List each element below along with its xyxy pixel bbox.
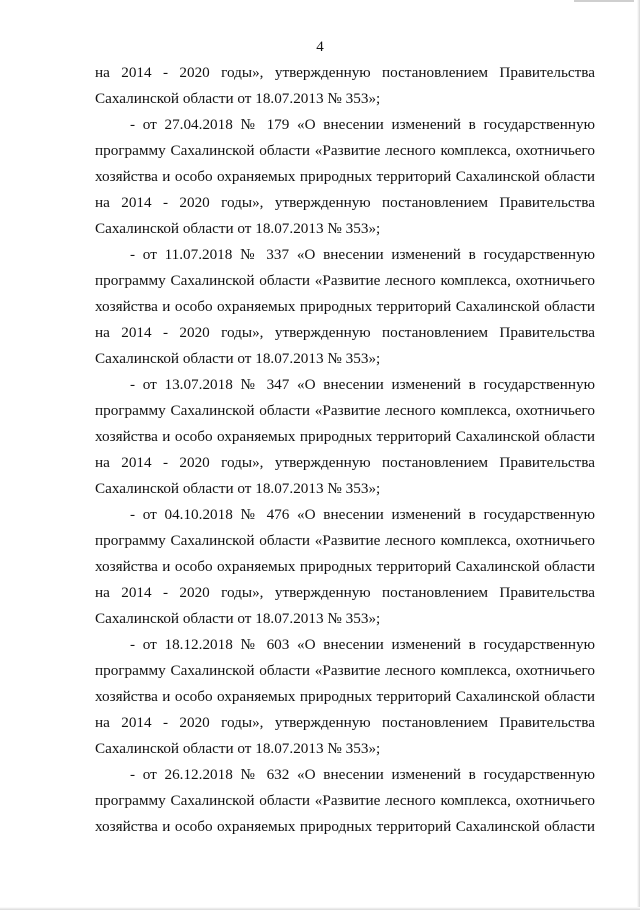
text-line: хозяйства и особо охраняемых природных территорий Сахалинской области [95, 428, 595, 445]
text-line: на 2014 - 2020 годы», утвержденную постановлением Правительства [95, 454, 595, 471]
text-line: программу Сахалинской области «Развитие лесного комплекса, охотничьего [95, 402, 595, 419]
text-line: программу Сахалинской области «Развитие лесного комплекса, охотничьего [95, 272, 595, 289]
list-item-decree [95, 112, 595, 242]
text-line: Сахалинской области от 18.07.2013 № 353»; [95, 220, 381, 237]
text-line: программу Сахалинской области «Развитие лесного комплекса, охотничьего [95, 142, 595, 159]
text-line: программу Сахалинской области «Развитие лесного комплекса, охотничьего [95, 792, 595, 809]
text-line: на 2014 - 2020 годы», утвержденную постановлением Правительства [95, 584, 595, 601]
list-item-decree [95, 372, 595, 502]
text-line: хозяйства и особо охраняемых природных территорий Сахалинской области [95, 558, 595, 575]
text-line: - от 04.10.2018 № 476 «О внесении изменений в государственную [130, 506, 595, 523]
text-line: - от 26.12.2018 № 632 «О внесении изменений в государственную [130, 766, 595, 783]
text-line: Сахалинской области от 18.07.2013 № 353»; [95, 480, 381, 497]
text-line: Сахалинской области от 18.07.2013 № 353»; [95, 350, 381, 367]
paragraph-continuation [95, 60, 595, 112]
text-line: - от 18.12.2018 № 603 «О внесении изменений в государственную [130, 636, 595, 653]
text-line: Сахалинской области от 18.07.2013 № 353»; [95, 740, 381, 757]
scan-corner-mark [574, 0, 634, 2]
text-line: - от 27.04.2018 № 179 «О внесении изменений в государственную [130, 116, 595, 133]
text-line: на 2014 - 2020 годы», утвержденную постановлением Правительства [95, 194, 595, 211]
list-item-decree [95, 502, 595, 632]
text-line: - от 13.07.2018 № 347 «О внесении изменений в государственную [130, 376, 595, 393]
text-line: на 2014 - 2020 годы», утвержденную постановлением Правительства [95, 324, 595, 341]
list-item-decree [95, 632, 595, 762]
text-line: хозяйства и особо охраняемых природных территорий Сахалинской области [95, 298, 595, 315]
text-line: Сахалинской области от 18.07.2013 № 353»; [95, 610, 381, 627]
text-line: на 2014 - 2020 годы», утвержденную постановлением Правительства [95, 64, 595, 81]
page-number: 4 [316, 39, 324, 55]
text-line: хозяйства и особо охраняемых природных территорий Сахалинской области [95, 168, 595, 185]
text-line: хозяйства и особо охраняемых природных территорий Сахалинской области [95, 688, 595, 705]
text-line: хозяйства и особо охраняемых природных территорий Сахалинской области [95, 818, 595, 835]
list-item-decree [95, 762, 595, 840]
text-line: - от 11.07.2018 № 337 «О внесении изменений в государственную [130, 246, 595, 263]
text-line: Сахалинской области от 18.07.2013 № 353»; [95, 90, 381, 107]
text-line: программу Сахалинской области «Развитие лесного комплекса, охотничьего [95, 662, 595, 679]
list-item-decree [95, 242, 595, 372]
document-body [95, 60, 595, 840]
text-line: на 2014 - 2020 годы», утвержденную постановлением Правительства [95, 714, 595, 731]
text-line: программу Сахалинской области «Развитие лесного комплекса, охотничьего [95, 532, 595, 549]
